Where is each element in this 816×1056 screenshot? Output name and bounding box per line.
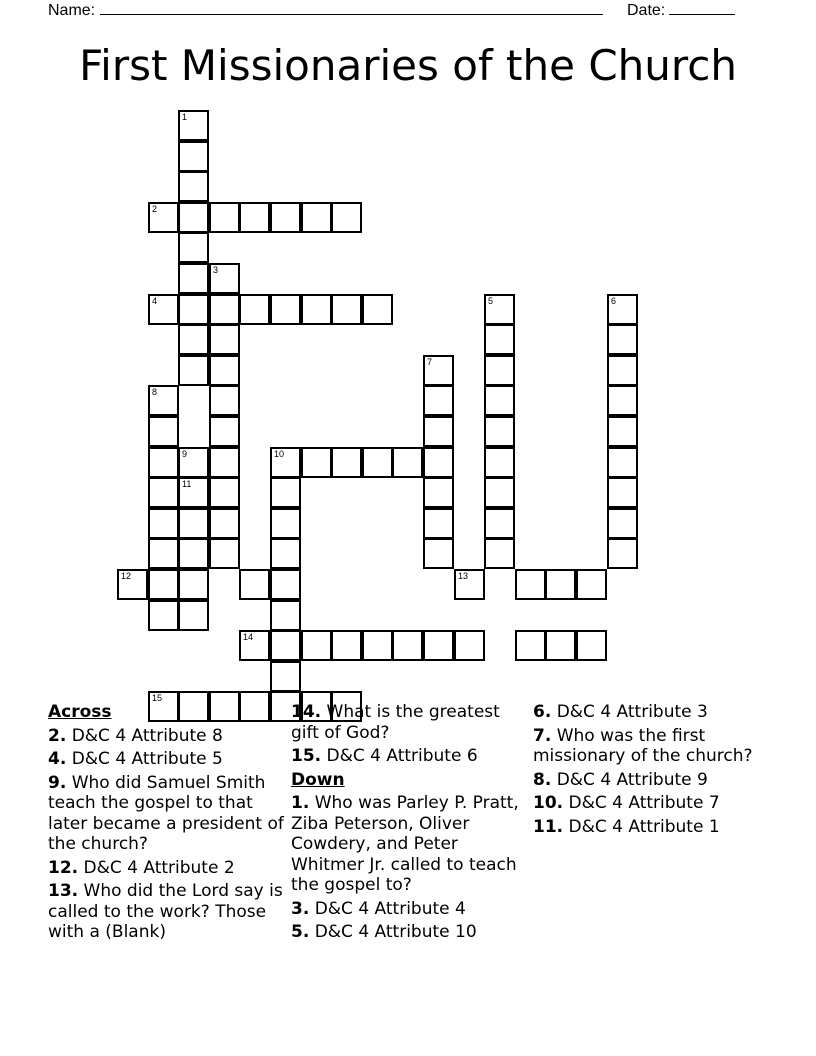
grid-cell[interactable] <box>209 508 240 539</box>
clue-number-label: 11. <box>533 816 564 837</box>
clue-item <box>48 858 288 879</box>
clue-text: Who did Samuel Smith teach the gospel to that later became a president of the church? <box>48 772 284 854</box>
grid-cell[interactable] <box>270 202 301 233</box>
clue-text: Who did the Lord say is called to the work? Those with a (Blank) <box>48 881 283 942</box>
clues-column-1 <box>48 702 288 946</box>
grid-cell[interactable] <box>178 294 209 325</box>
grid-cell[interactable] <box>209 477 240 508</box>
name-label: Name: <box>48 2 96 19</box>
clue-item <box>291 746 527 767</box>
clue-item <box>533 770 773 791</box>
clue-number-label: 6. <box>533 702 552 722</box>
clue-number-label: 12. <box>48 857 79 878</box>
clue-text: Who was the first missionary of the church? <box>533 725 753 766</box>
grid-cell[interactable] <box>178 171 209 202</box>
grid-cell[interactable] <box>301 294 332 325</box>
grid-cell[interactable] <box>423 630 454 661</box>
clue-item <box>533 817 773 838</box>
down-heading: Down <box>291 769 345 790</box>
grid-cell[interactable] <box>209 294 240 325</box>
clue-number-label: 10. <box>533 793 564 813</box>
clue-number-label: 2. <box>48 725 67 746</box>
clue-text: D&C 4 Attribute 1 <box>568 816 720 837</box>
clue-text: D&C 4 Attribute 3 <box>556 702 708 722</box>
grid-cell[interactable] <box>362 447 393 478</box>
grid-cell[interactable] <box>148 447 179 478</box>
grid-cell[interactable] <box>423 416 454 447</box>
grid-cell[interactable] <box>484 294 515 325</box>
grid-cell[interactable] <box>423 508 454 539</box>
grid-cell[interactable] <box>331 294 362 325</box>
grid-cell[interactable] <box>270 569 301 600</box>
grid-cell[interactable] <box>515 630 546 661</box>
clue-number: 4 <box>152 296 158 306</box>
grid-cell[interactable] <box>484 447 515 478</box>
grid-cell[interactable] <box>270 600 301 631</box>
across-heading: Across <box>48 702 112 722</box>
grid-cell[interactable] <box>117 569 148 600</box>
grid-cell[interactable] <box>178 477 209 508</box>
grid-cell[interactable] <box>362 630 393 661</box>
down-clue-list-continued <box>533 702 773 837</box>
grid-cell[interactable] <box>270 630 301 661</box>
clue-item <box>533 702 773 723</box>
clue-text: What is the greatest gift of God? <box>291 702 500 743</box>
clue-number-label: 9. <box>48 772 67 793</box>
date-label: Date: <box>627 2 666 19</box>
grid-cell[interactable] <box>484 477 515 508</box>
clue-text: D&C 4 Attribute 5 <box>71 749 223 769</box>
clue-number: 15 <box>152 693 163 703</box>
grid-cell[interactable] <box>178 600 209 631</box>
grid-cell[interactable] <box>484 324 515 355</box>
clues-column-3 <box>533 702 773 840</box>
grid-cell[interactable] <box>209 538 240 569</box>
grid-cell[interactable] <box>545 630 576 661</box>
grid-cell[interactable] <box>607 324 638 355</box>
grid-cell[interactable] <box>423 447 454 478</box>
grid-cell[interactable] <box>178 232 209 263</box>
clue-number: 14 <box>243 632 254 642</box>
clue-number: 8 <box>152 387 158 397</box>
clue-number-label: 3. <box>291 898 310 919</box>
clue-number-label: 4. <box>48 749 67 769</box>
clue-item <box>291 793 527 896</box>
grid-cell[interactable] <box>178 202 209 233</box>
grid-cell[interactable] <box>209 324 240 355</box>
clue-number-label: 1. <box>291 793 310 813</box>
clue-item <box>48 773 288 855</box>
clue-number: 11 <box>182 479 192 489</box>
grid-cell[interactable] <box>362 294 393 325</box>
grid-cell[interactable] <box>607 447 638 478</box>
grid-cell[interactable] <box>454 630 485 661</box>
grid-cell[interactable] <box>148 202 179 233</box>
grid-cell[interactable] <box>301 447 332 478</box>
grid-cell[interactable] <box>607 355 638 386</box>
clue-text: D&C 4 Attribute 4 <box>314 898 466 919</box>
grid-cell[interactable] <box>484 355 515 386</box>
clue-number: 6 <box>611 296 617 306</box>
grid-cell[interactable] <box>607 416 638 447</box>
grid-cell[interactable] <box>178 508 209 539</box>
grid-cell[interactable] <box>178 447 209 478</box>
grid-cell[interactable] <box>209 263 240 294</box>
clue-number-label: 14. <box>291 702 322 722</box>
down-clue-list <box>291 793 527 943</box>
grid-cell[interactable] <box>607 477 638 508</box>
clue-number: 2 <box>152 204 158 214</box>
clue-item <box>48 881 288 943</box>
grid-cell[interactable] <box>148 538 179 569</box>
clue-text: D&C 4 Attribute 6 <box>326 746 478 766</box>
clue-text: Who was Parley P. Pratt, Ziba Peterson, Oliver Cowdery, and Peter Whitmer Jr. called to teach the gospel to? <box>291 793 519 895</box>
grid-cell[interactable] <box>178 110 209 141</box>
clue-number-label: 13. <box>48 881 79 901</box>
clue-item <box>291 702 527 743</box>
clue-number: 5 <box>488 296 494 306</box>
grid-cell[interactable] <box>270 508 301 539</box>
grid-cell[interactable] <box>576 630 607 661</box>
grid-cell[interactable] <box>515 569 546 600</box>
grid-cell[interactable] <box>209 416 240 447</box>
grid-cell[interactable] <box>178 569 209 600</box>
grid-cell[interactable] <box>178 355 209 386</box>
grid-cell[interactable] <box>148 600 179 631</box>
grid-cell[interactable] <box>239 202 270 233</box>
grid-cell[interactable] <box>423 477 454 508</box>
clue-text: D&C 4 Attribute 9 <box>556 769 708 790</box>
grid-cell[interactable] <box>423 538 454 569</box>
grid-cell[interactable] <box>178 538 209 569</box>
grid-cell[interactable] <box>331 202 362 233</box>
clue-number: 13 <box>458 571 469 581</box>
clue-number: 12 <box>121 571 132 581</box>
grid-cell[interactable] <box>331 447 362 478</box>
across-clue-list-continued <box>291 702 527 767</box>
grid-cell[interactable] <box>239 569 270 600</box>
grid-cell[interactable] <box>270 447 301 478</box>
clue-number-label: 5. <box>291 922 310 942</box>
clue-text: D&C 4 Attribute 10 <box>314 922 477 942</box>
grid-cell[interactable] <box>607 538 638 569</box>
clue-number-label: 7. <box>533 725 552 746</box>
clue-number-label: 15. <box>291 746 322 766</box>
clue-number-label: 8. <box>533 769 552 790</box>
clue-text: D&C 4 Attribute 7 <box>568 793 720 813</box>
clue-number: 3 <box>213 265 219 275</box>
clue-item <box>533 793 773 814</box>
grid-cell[interactable] <box>576 569 607 600</box>
grid-cell[interactable] <box>148 508 179 539</box>
grid-cell[interactable] <box>209 355 240 386</box>
grid-cell[interactable] <box>484 416 515 447</box>
grid-cell[interactable] <box>392 447 423 478</box>
grid-cell[interactable] <box>148 385 179 416</box>
grid-cell[interactable] <box>423 385 454 416</box>
grid-cell[interactable] <box>484 385 515 416</box>
grid-cell[interactable] <box>545 569 576 600</box>
grid-cell[interactable] <box>301 630 332 661</box>
grid-cell[interactable] <box>270 477 301 508</box>
clue-number: 9 <box>182 449 188 459</box>
grid-cell[interactable] <box>392 630 423 661</box>
clue-number: 7 <box>427 357 433 367</box>
grid-cell[interactable] <box>607 385 638 416</box>
clue-item <box>48 749 288 770</box>
grid-cell[interactable] <box>270 538 301 569</box>
grid-cell[interactable] <box>607 508 638 539</box>
grid-cell[interactable] <box>209 202 240 233</box>
grid-cell[interactable] <box>484 538 515 569</box>
across-clue-list <box>48 726 288 943</box>
grid-cell[interactable] <box>239 294 270 325</box>
grid-cell[interactable] <box>484 508 515 539</box>
clue-text: D&C 4 Attribute 8 <box>71 725 223 746</box>
grid-cell[interactable] <box>607 294 638 325</box>
grid-cell[interactable] <box>148 477 179 508</box>
clue-number: 10 <box>274 449 285 459</box>
grid-cell[interactable] <box>301 202 332 233</box>
grid-cell[interactable] <box>423 355 454 386</box>
grid-cell[interactable] <box>209 385 240 416</box>
clue-number: 1 <box>182 112 188 122</box>
grid-cell[interactable] <box>178 263 209 294</box>
grid-cell[interactable] <box>270 294 301 325</box>
page-title: First Missionaries of the Church <box>79 41 737 90</box>
grid-cell[interactable] <box>270 661 301 692</box>
clue-item <box>291 922 527 943</box>
clue-text: D&C 4 Attribute 2 <box>83 857 235 878</box>
grid-cell[interactable] <box>331 630 362 661</box>
grid-cell[interactable] <box>178 324 209 355</box>
clue-item <box>291 899 527 920</box>
grid-cell[interactable] <box>148 416 179 447</box>
grid-cell[interactable] <box>239 630 270 661</box>
clue-item <box>533 726 773 767</box>
grid-cell[interactable] <box>148 294 179 325</box>
clues-column-2 <box>291 702 527 946</box>
clue-item <box>48 726 288 747</box>
grid-cell[interactable] <box>454 569 485 600</box>
grid-cell[interactable] <box>209 447 240 478</box>
grid-cell[interactable] <box>178 141 209 172</box>
grid-cell[interactable] <box>148 569 179 600</box>
